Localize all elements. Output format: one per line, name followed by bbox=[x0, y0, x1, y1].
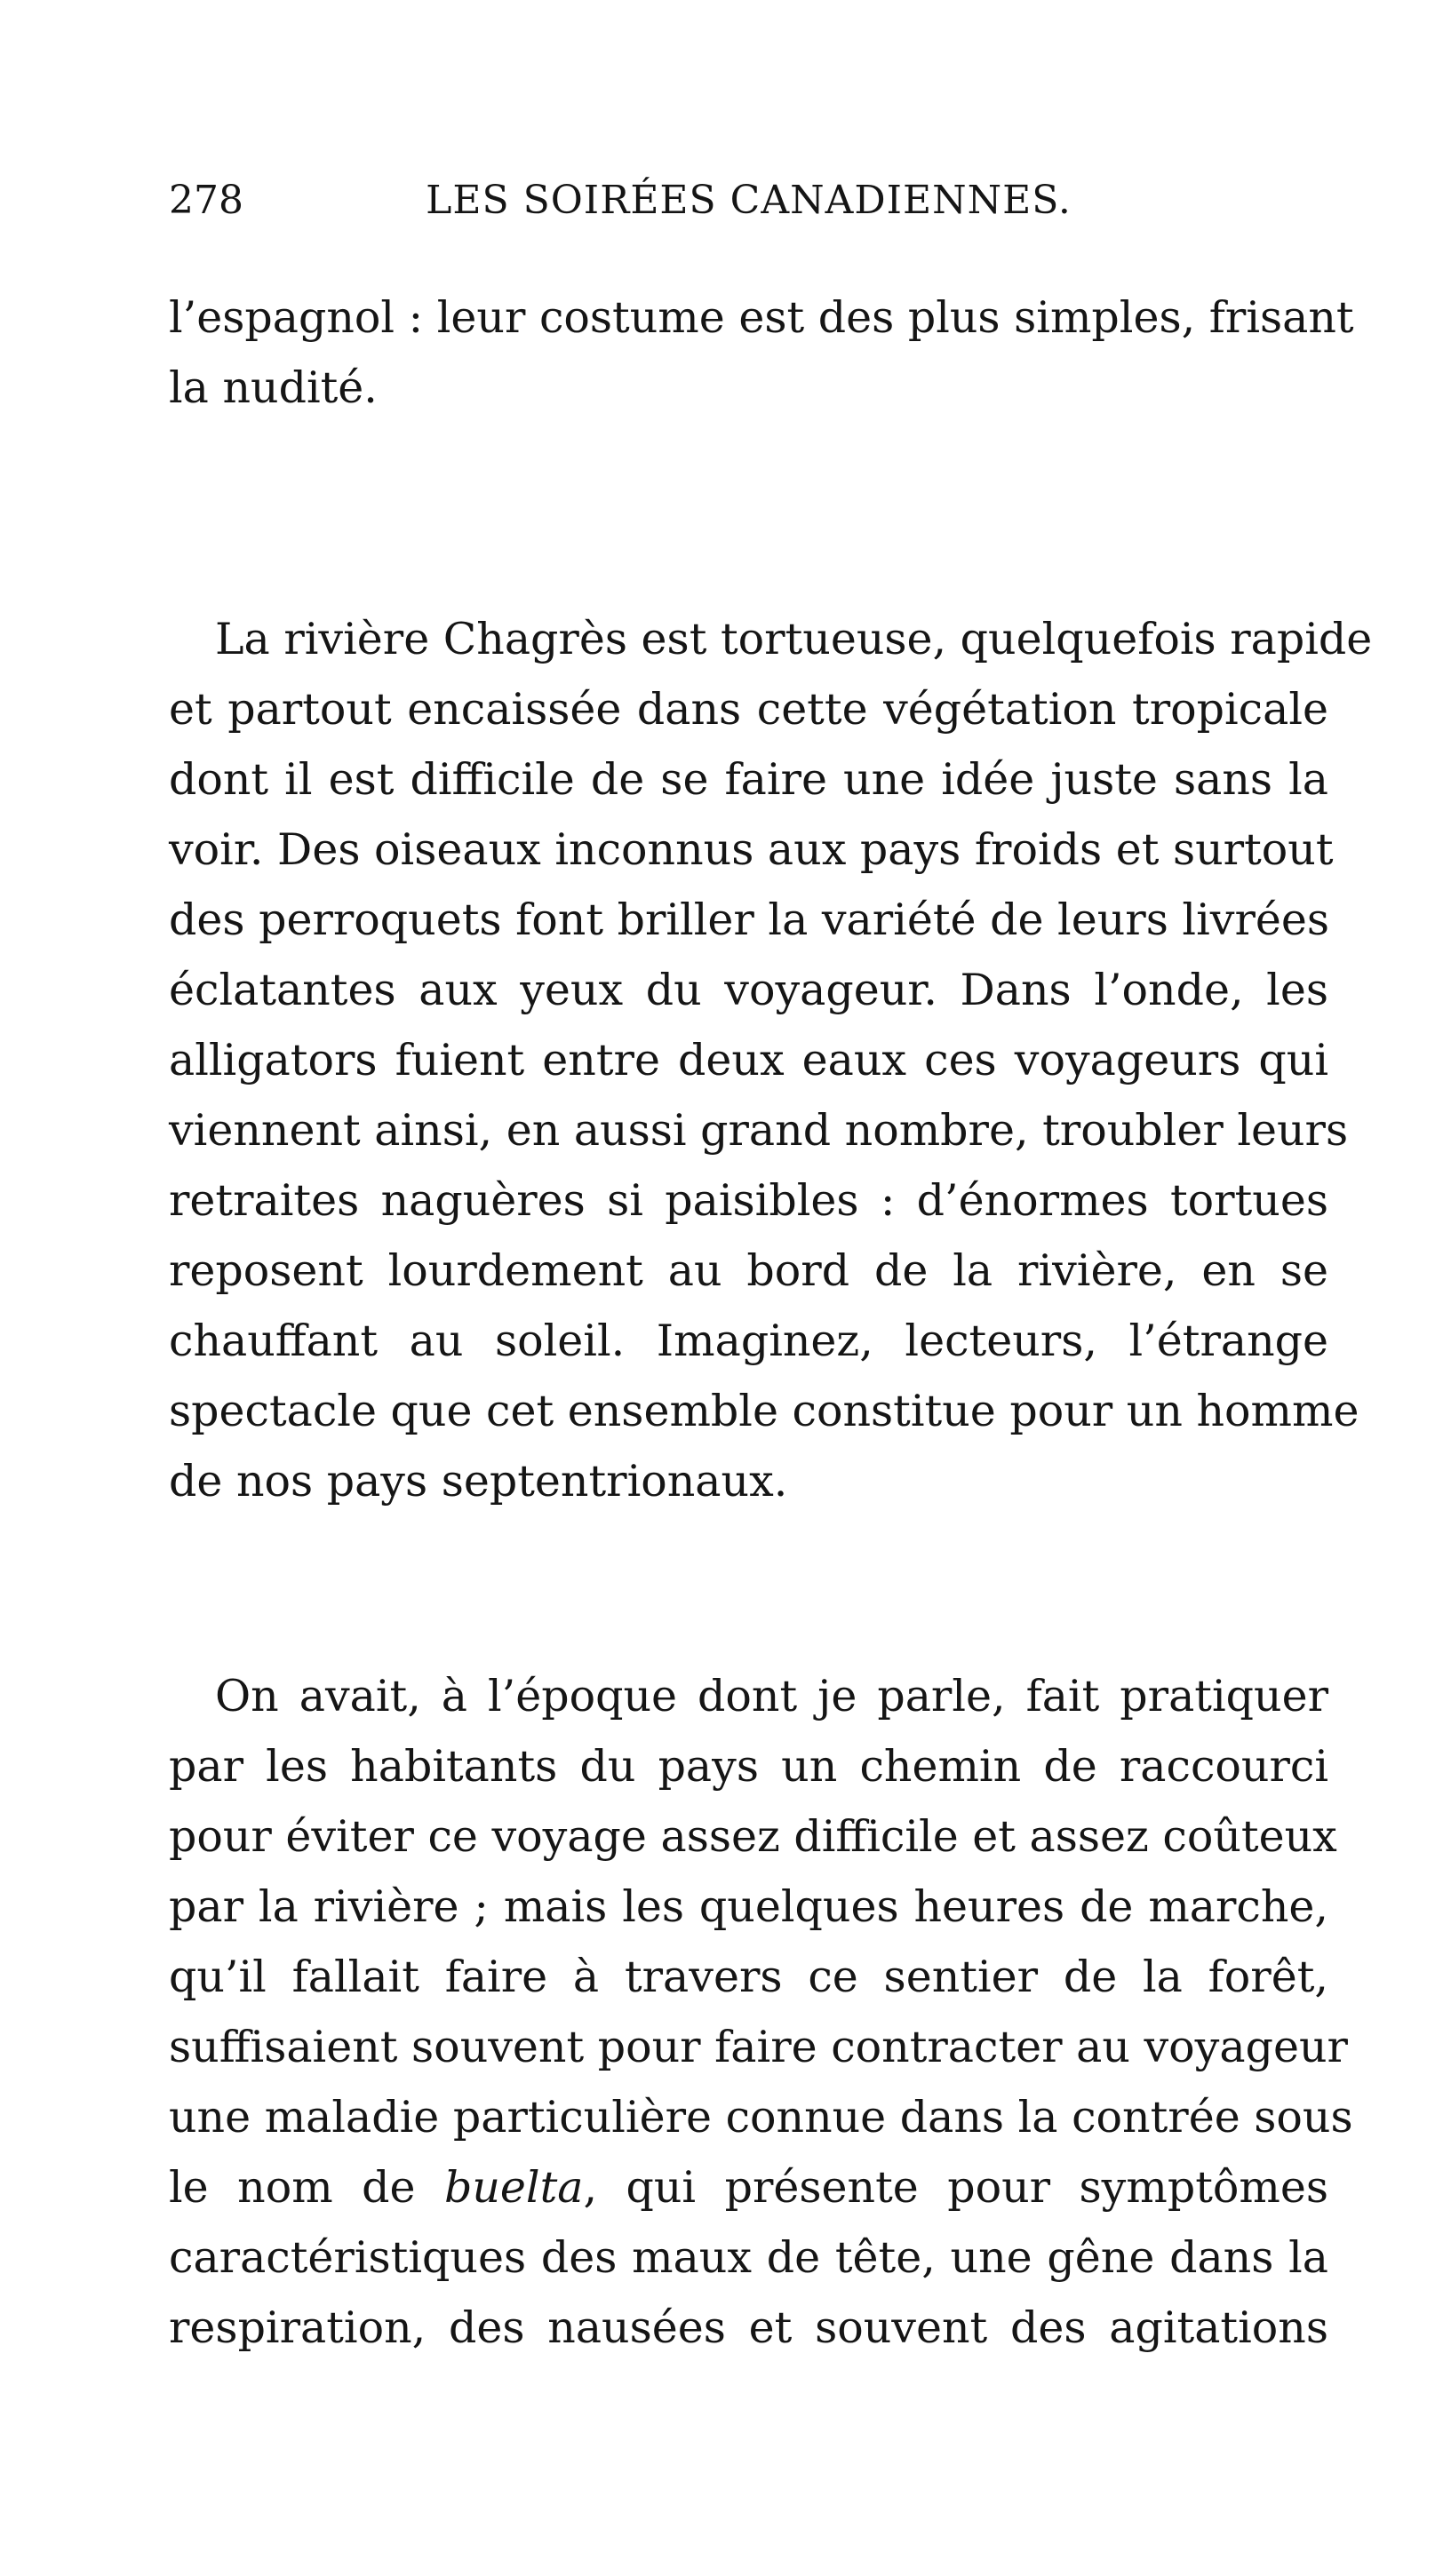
page-number: 278 bbox=[169, 178, 243, 223]
text-line: et partout encaissée dans cette végétation tropicale bbox=[169, 684, 1328, 735]
text-line: suffisaient souvent pour faire contracter au voyageur bbox=[169, 2022, 1348, 2072]
paragraph-continuation bbox=[169, 282, 1354, 423]
text-line: pour éviter ce voyage assez difficile et assez coûteux bbox=[169, 1811, 1337, 1862]
paragraph-chagres-river bbox=[169, 604, 1373, 1516]
paragraph-forest-path bbox=[169, 1661, 1353, 2363]
text-fragment: le nom de bbox=[169, 2162, 444, 2213]
text-line: voir. Des oiseaux inconnus aux pays froids et surtout bbox=[169, 824, 1334, 875]
text-line: par la rivière ; mais les quelques heures de marche, bbox=[169, 1881, 1328, 1932]
running-title: LES SOIRÉES CANADIENNES. bbox=[426, 178, 1072, 223]
text-line: éclatantes aux yeux du voyageur. Dans l’onde, les bbox=[169, 965, 1328, 1015]
text-line: caractéristiques des maux de tête, une gêne dans la bbox=[169, 2232, 1328, 2283]
italic-term: buelta bbox=[443, 2162, 584, 2213]
text-fragment: , qui présente pour symptômes bbox=[583, 2162, 1328, 2213]
text-line-with-term bbox=[169, 2152, 1328, 2222]
text-line: une maladie particulière connue dans la contrée sous bbox=[169, 2092, 1353, 2143]
text-line: reposent lourdement au bord de la rivière, en se bbox=[169, 1245, 1328, 1296]
text-line: respiration, des nausées et souvent des agitations bbox=[169, 2302, 1328, 2353]
text-line: On avait, à l’époque dont je parle, fait pratiquer bbox=[215, 1671, 1328, 1721]
text-line: La rivière Chagrès est tortueuse, quelquefois rapide bbox=[215, 614, 1373, 664]
text-line: des perroquets font briller la variété de leurs livrées bbox=[169, 894, 1330, 945]
text-line: retraites naguères si paisibles : d’énormes tortues bbox=[169, 1175, 1328, 1226]
running-head bbox=[169, 174, 1328, 227]
text-line: l’espagnol : leur costume est des plus simples, frisant bbox=[169, 292, 1354, 343]
text-line: spectacle que cet ensemble constitue pour un homme bbox=[169, 1386, 1359, 1436]
text-line: chauffant au soleil. Imaginez, lecteurs, l’étrange bbox=[169, 1316, 1328, 1366]
text-line: par les habitants du pays un chemin de raccourci bbox=[169, 1741, 1328, 1792]
text-line: viennent ainsi, en aussi grand nombre, troubler leurs bbox=[169, 1105, 1349, 1156]
text-line: alligators fuient entre deux eaux ces voyageurs qui bbox=[169, 1035, 1328, 1085]
text-line: qu’il fallait faire à travers ce sentier de la forêt, bbox=[169, 1952, 1328, 2002]
text-line: dont il est difficile de se faire une idée juste sans la bbox=[169, 754, 1328, 805]
text-line: la nudité. bbox=[169, 362, 378, 413]
text-line: de nos pays septentrionaux. bbox=[169, 1456, 788, 1507]
